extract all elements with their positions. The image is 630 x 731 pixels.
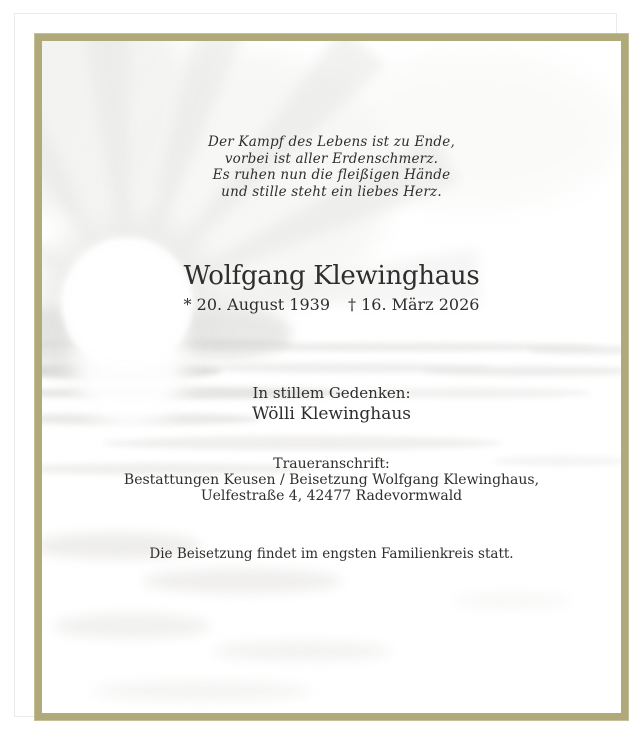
- poem-line: und stille steht ein liebes Herz.: [221, 183, 442, 200]
- poem-line: vorbei ist aller Erdenschmerz.: [224, 150, 439, 167]
- address-line: Bestattungen Keusen / Beisetzung Wolfgang Klewinghaus,: [123, 471, 540, 488]
- remembrance-label: In stillem Gedenken:: [252, 384, 411, 402]
- funeral-notice: Die Beisetzung findet im engsten Familienkreis statt.: [149, 546, 514, 562]
- card-outline: [14, 13, 617, 717]
- card-content: [42, 41, 621, 713]
- poem-line: Es ruhen nun die fleißigen Hände: [212, 167, 451, 184]
- mourning-address-block: [42, 457, 621, 504]
- poem-line: Der Kampf des Lebens ist zu Ende,: [208, 134, 455, 150]
- life-dates: [42, 295, 621, 314]
- gold-frame-border: [35, 34, 628, 720]
- mourner-name: Wölli Klewinghaus: [251, 404, 412, 424]
- deceased-name: Wolfgang Klewinghaus: [183, 261, 480, 291]
- memorial-poem: [42, 134, 621, 200]
- birth-date: * 20. August 1939: [183, 295, 331, 314]
- address-line: Uelfestraße 4, 42477 Radevormwald: [200, 487, 463, 504]
- death-date: † 16. März 2026: [348, 295, 480, 314]
- address-label: Traueranschrift:: [273, 456, 390, 472]
